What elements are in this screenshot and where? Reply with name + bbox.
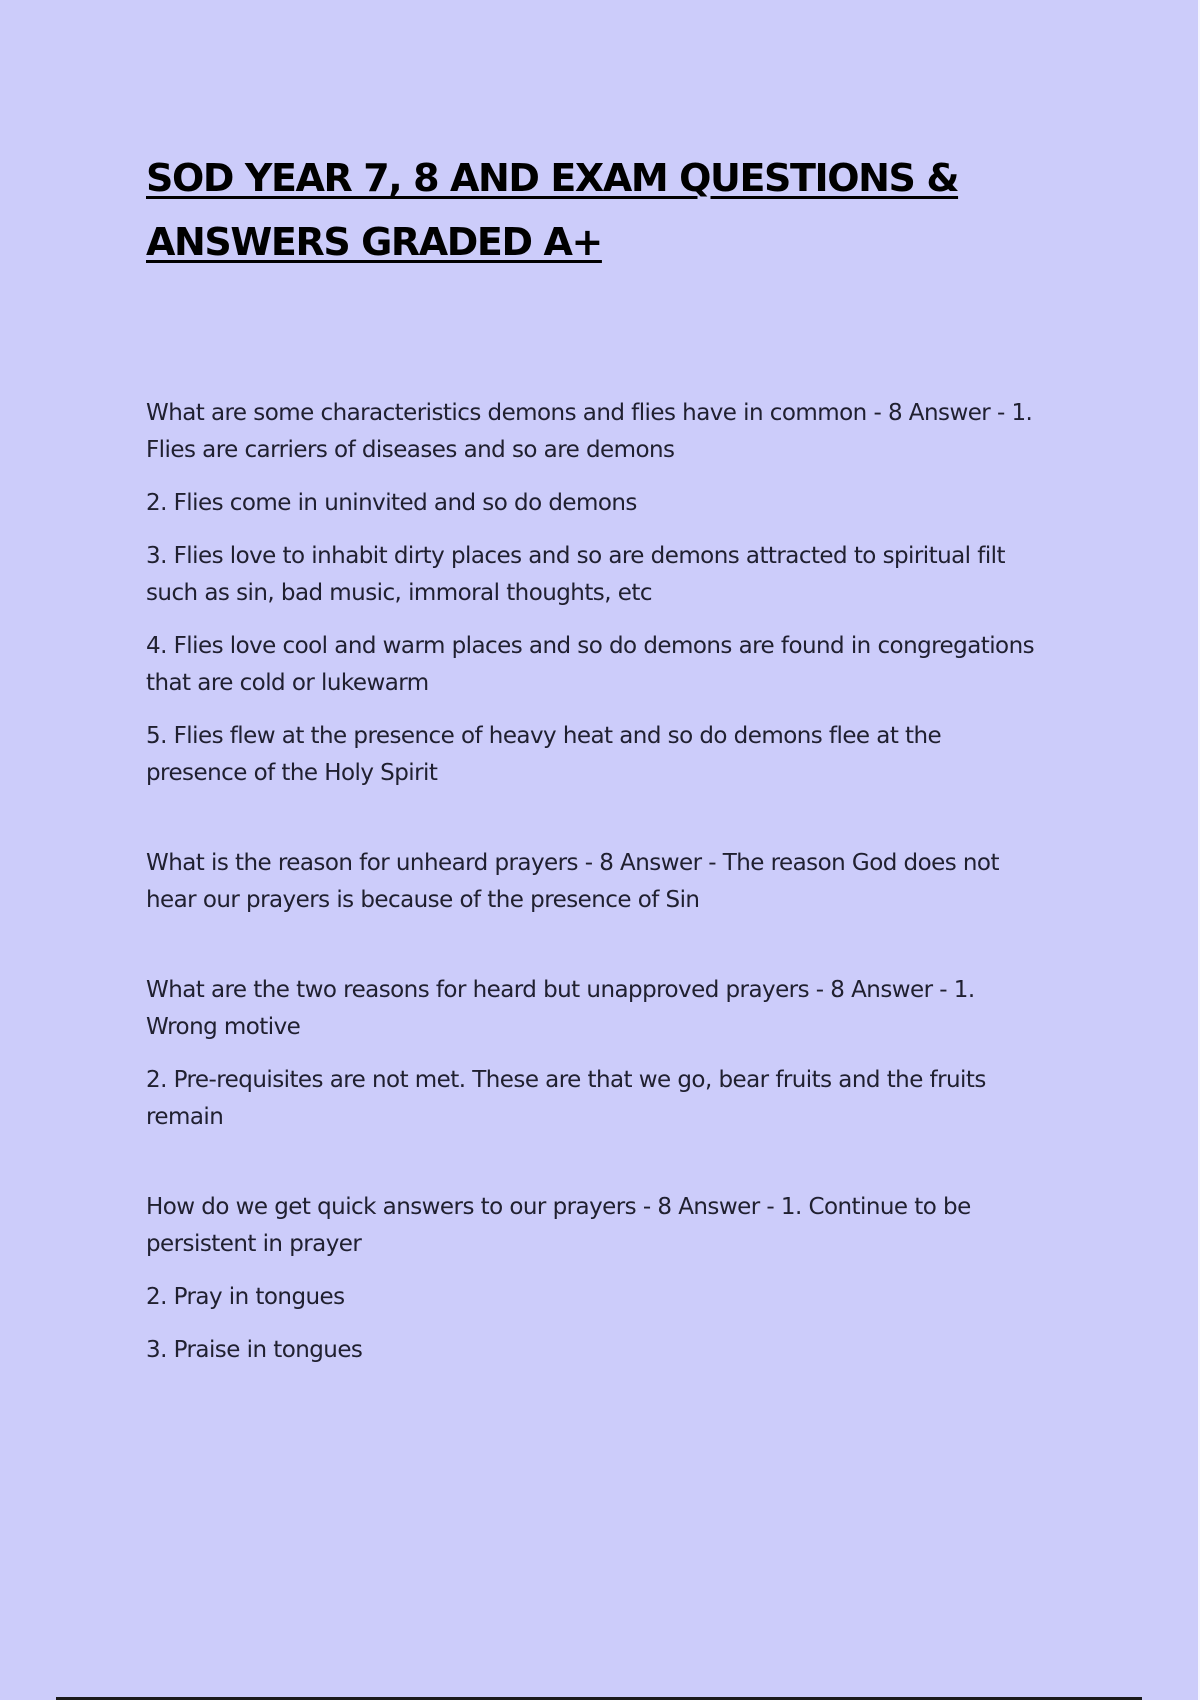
question-paragraph: What is the reason for unheard prayers - 8 Answer - The reason God does not hear our prayers is because of the presence of Sin [146, 850, 999, 913]
answer-paragraph: 4. Flies love cool and warm places and so do demons are found in congregations that are cold or lukewarm [146, 633, 1035, 696]
answer-paragraph: 3. Praise in tongues [146, 1337, 363, 1363]
answer-paragraph: 3. Flies love to inhabit dirty places and so are demons attracted to spiritual filt such as sin, bad music, immoral thoughts, etc [146, 543, 1005, 606]
answer-paragraph: 2. Pre-requisites are not met. These are that we go, bear fruits and the fruits remain [146, 1067, 986, 1130]
document-body [146, 395, 1046, 1385]
question-paragraph: How do we get quick answers to our prayers - 8 Answer - 1. Continue to be persistent in prayer [146, 1194, 971, 1257]
document-title: SOD YEAR 7, 8 AND EXAM QUESTIONS & ANSWERS GRADED A+ [146, 156, 959, 264]
question-paragraph: What are the two reasons for heard but unapproved prayers - 8 Answer - 1. Wrong motive [146, 977, 975, 1040]
answer-paragraph: 2. Flies come in uninvited and so do demons [146, 490, 637, 516]
question-paragraph: What are some characteristics demons and flies have in common - 8 Answer - 1. Flies are carriers of diseases and so are demons [146, 400, 1033, 463]
answer-paragraph: 5. Flies flew at the presence of heavy heat and so do demons flee at the presence of the Holy Spirit [146, 723, 942, 786]
answer-paragraph: 2. Pray in tongues [146, 1284, 345, 1310]
